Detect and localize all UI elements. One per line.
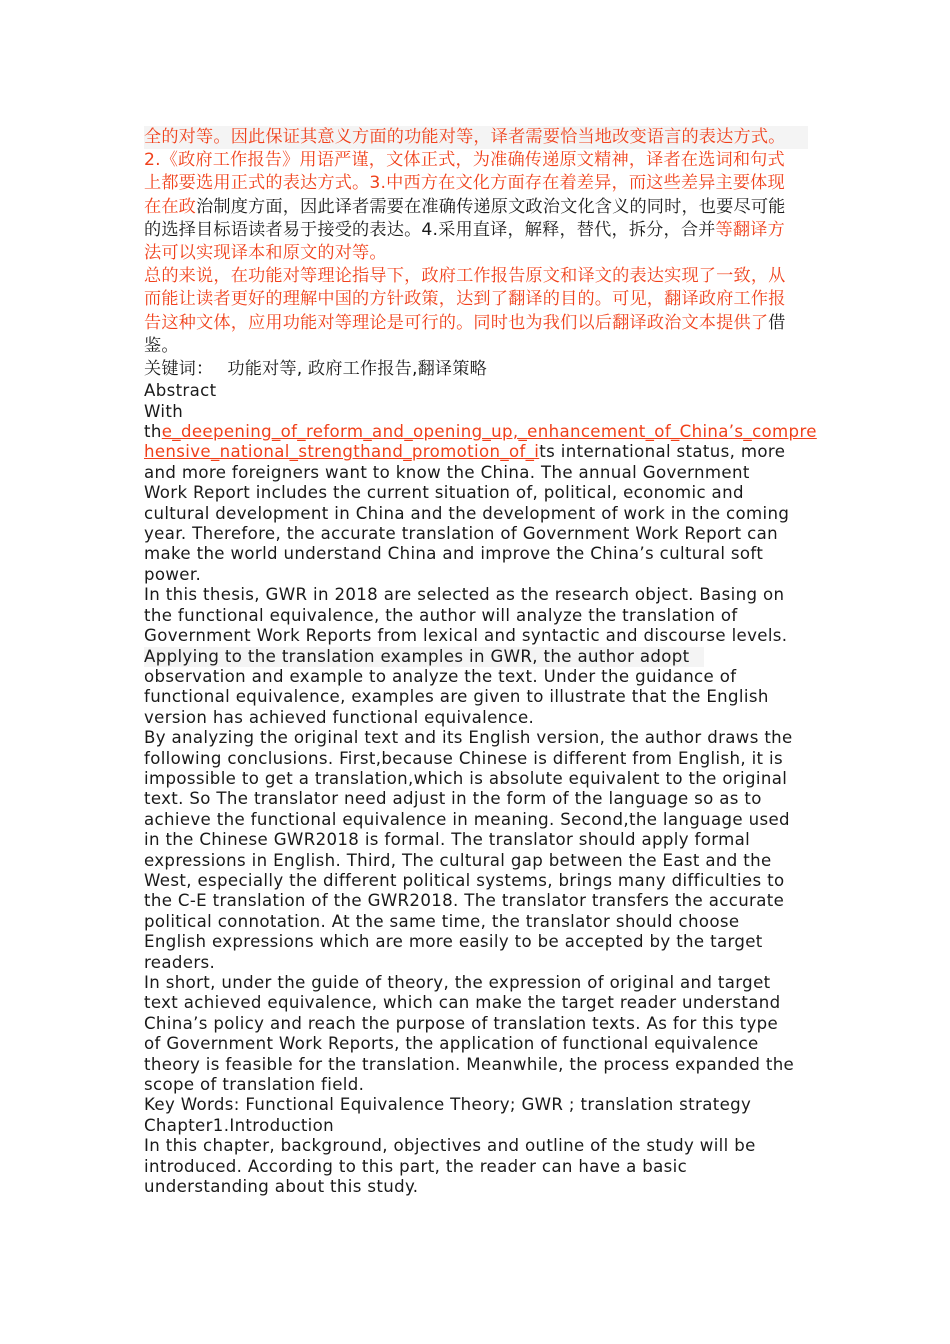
summary-line: 法可以实现译本和原文的对等。 — [144, 243, 387, 264]
abstract-line: By analyzing the original text and its English version, the author draws the — [144, 728, 793, 748]
chapter-line: In this chapter, background, objectives and outline of the study will be — [144, 1136, 756, 1156]
chapter-title: Chapter1.Introduction — [144, 1115, 335, 1135]
abstract-line: in the Chinese GWR2018 is formal. The translator should apply formal — [144, 830, 751, 850]
abstract-line: make the world understand China and improve the China’s cultural soft — [144, 544, 764, 564]
summary-line: 全的对等。因此保证其意义方面的功能对等，译者需要恰当地改变语言的表达方式。 — [144, 126, 808, 149]
abstract-line: cultural development in China and the development of work in the coming — [144, 503, 790, 523]
abstract-line: expressions in English. Third, The cultural gap between the East and the — [144, 850, 772, 870]
chinese-summary — [144, 126, 808, 381]
abstract-line: English expressions which are more easily to be accepted by the target — [144, 932, 763, 952]
summary-line: 鉴。 — [144, 335, 179, 356]
abstract-line: China’s policy and reach the purpose of translation texts. As for this type — [144, 1013, 779, 1033]
chapter-line: understanding about this study. — [144, 1177, 419, 1197]
summary-line — [144, 219, 808, 242]
summary-red-fragment: 告这种文体，应用功能对等理论是可行的。同时也为我们以后翻译政治文本提供了 — [144, 312, 769, 333]
abstract-line: and more foreigners want to know the China. The annual Government — [144, 462, 750, 482]
keywords-zh — [144, 358, 808, 381]
chapter-line: introduced. According to this part, the reader can have a basic — [144, 1156, 688, 1176]
abstract-line: Applying to the translation examples in GWR, the author adopt — [144, 647, 704, 667]
abstract-line: observation and example to analyze the text. Under the guidance of — [144, 666, 737, 686]
keywords-zh-label: 关键词： — [144, 359, 214, 380]
abstract-line: achieve the functional equivalence in meaning. Second,the language used — [144, 809, 790, 829]
abstract-line: text achieved equivalence, which can make the target reader understand — [144, 993, 781, 1013]
abstract-line: year. Therefore, the accurate translation of Government Work Report can — [144, 524, 778, 544]
abstract-line: of Government Work Reports, the application of functional equivalence — [144, 1034, 759, 1054]
abstract-line: political connotation. At the same time, the translator should choose — [144, 911, 740, 931]
abstract-red-fragment: hensive_national_strengthand_promotion_of_i — [144, 442, 540, 462]
abstract-line: following conclusions. First,because Chinese is different from English, it is — [144, 748, 783, 768]
summary-black-fragment: 借 — [768, 312, 786, 333]
abstract-line: impossible to get a translation,which is absolute equivalent to the original — [144, 768, 788, 788]
abstract-line: With — [144, 401, 184, 421]
abstract-line: the C-E translation of the GWR2018. The translator transfers the accurate — [144, 891, 785, 911]
summary-line — [144, 196, 808, 219]
summary-line: 而能让读者更好的理解中国的方针政策，达到了翻译的目的。可见，翻译政府工作报 — [144, 289, 786, 310]
abstract-line — [144, 442, 808, 462]
abstract-black-fragment: ts international status, more — [539, 442, 786, 462]
abstract-line: In this thesis, GWR in 2018 are selected as the research object. Basing on — [144, 585, 785, 605]
abstract-heading: Abstract — [144, 381, 217, 401]
summary-black-fragment: 治制度方面，因此译者需要在准确传递原文政治文化含义的同时，也要尽可能 — [196, 196, 786, 217]
abstract-line: West, especially the different political systems, brings many difficulties to — [144, 870, 785, 890]
abstract-black-fragment: th — [144, 422, 162, 442]
summary-black-fragment: 的选择目标语读者易于接受的表达。4.采用直译，解释，替代，拆分，合并 — [144, 219, 716, 240]
abstract-line: functional equivalence, examples are given to illustrate that the English — [144, 687, 769, 707]
abstract-line: readers. — [144, 952, 216, 972]
abstract-line: Government Work Reports from lexical and syntactic and discourse levels. — [144, 626, 788, 646]
summary-line: 上都要选用正式的表达方式。3.中西方在文化方面存在着差异，而这些差异主要体现 — [144, 173, 785, 194]
summary-red-fragment: 等翻译方 — [715, 219, 785, 240]
abstract-line: version has achieved functional equivalence. — [144, 707, 535, 727]
summary-red-fragment: 在在政 — [144, 196, 197, 217]
abstract-line: the functional equivalence, the author will analyze the translation of — [144, 605, 738, 625]
document-page — [144, 126, 817, 1197]
summary-line: 总的来说，在功能对等理论指导下，政府工作报告原文和译文的表达实现了一致，从 — [144, 266, 786, 287]
keywords-zh-value: 功能对等, 政府工作报告,翻译策略 — [227, 359, 487, 380]
abstract-line: scope of translation field. — [144, 1075, 365, 1095]
summary-line — [144, 312, 808, 335]
english-abstract — [144, 381, 817, 1197]
summary-line: 2.《政府工作报告》用语严谨，文体正式，为准确传递原文精神，译者在选词和句式 — [144, 150, 785, 171]
abstract-red-fragment: e_deepening_of_reform_and_opening_up,_enhancement_of_China’s_compre — [161, 422, 817, 442]
abstract-line: text. So The translator need adjust in the form of the language so as to — [144, 789, 762, 809]
abstract-line — [144, 422, 817, 442]
abstract-line: theory is feasible for the translation. Meanwhile, the process expanded the — [144, 1054, 795, 1074]
abstract-line: power. — [144, 564, 202, 584]
keywords-en: Key Words: Functional Equivalence Theory; GWR ; translation strategy — [144, 1095, 752, 1115]
abstract-line: Work Report includes the current situation of, political, economic and — [144, 483, 744, 503]
abstract-line: In short, under the guide of theory, the expression of original and target — [144, 973, 771, 993]
